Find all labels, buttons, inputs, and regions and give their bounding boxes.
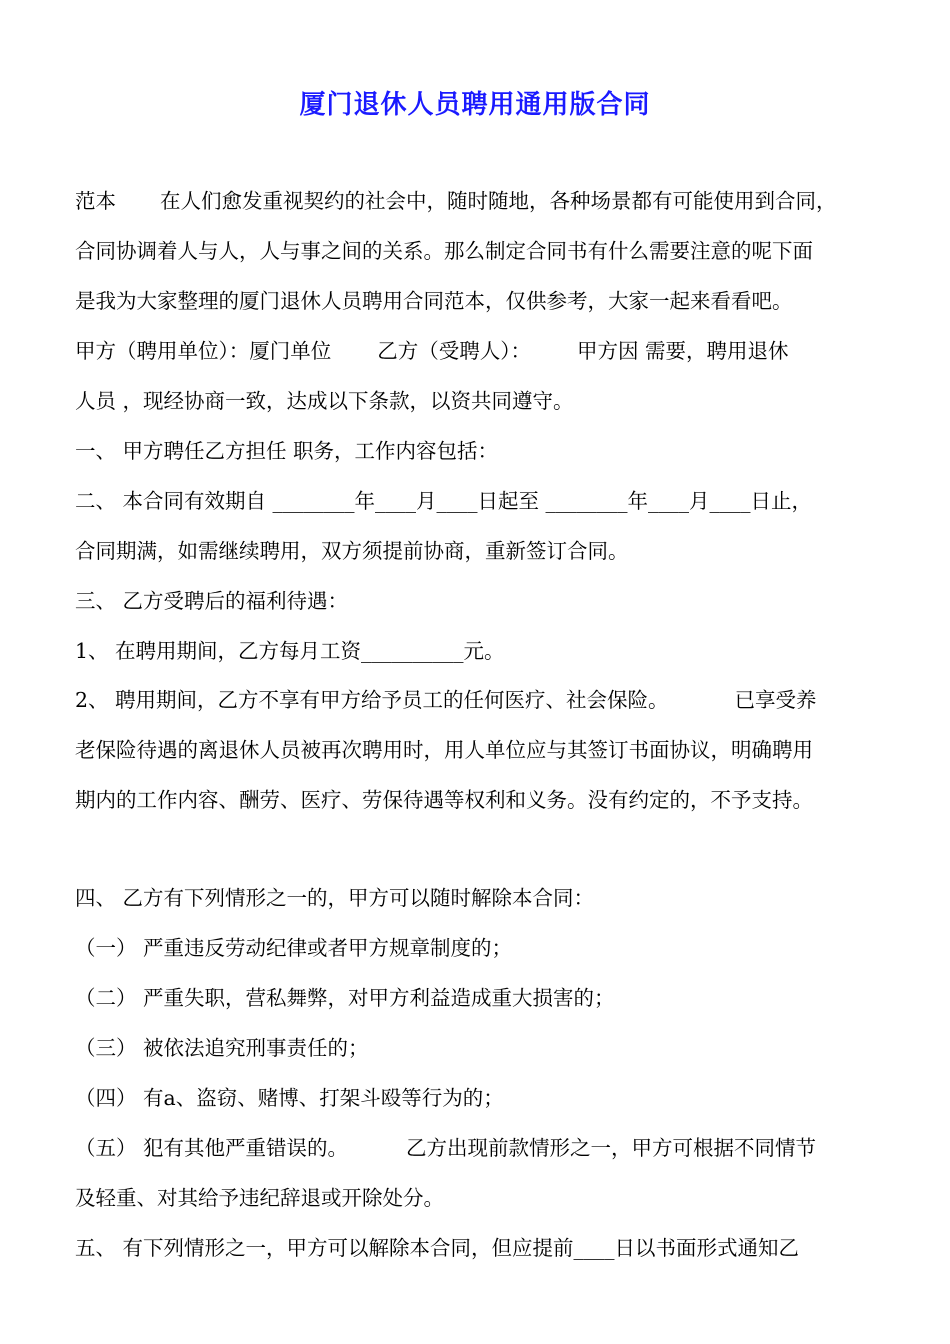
paragraph-line: 及轻重、对其给予违纪辞退或开除处分。 xyxy=(75,1186,444,1210)
list-item xyxy=(75,1134,816,1162)
intro-text: 在人们愈发重视契约的社会中，随时随地，各种场景都有可能使用到合同， xyxy=(160,189,837,213)
list-item: （二） 严重失职，营私舞弊，对甲方利益造成重大损害的； xyxy=(75,986,615,1010)
clause-5: 五、 有下列情形之一，甲方可以解除本合同，但应提前____日以书面形式通知乙 xyxy=(75,1236,800,1260)
sub-clause-1: 1、 在聘用期间，乙方每月工资__________元。 xyxy=(75,639,505,663)
line-label-fanben: 范本 xyxy=(75,189,116,213)
document-title: 厦门退休人员聘用通用版合同 xyxy=(299,90,651,120)
paragraph-line: 合同协调着人与人，人与事之间的关系。那么制定合同书有什么需要注意的呢下面 xyxy=(75,239,813,263)
sub-clause-2-text: 2、 聘用期间，乙方不享有甲方给予员工的任何医疗、社会保险。 xyxy=(75,688,669,712)
clause-2: 二、 本合同有效期自 ________年____月____日起至 ________年____月____日止， xyxy=(75,489,813,513)
pension-text: 已享受养 xyxy=(734,688,817,712)
clause-3: 三、 乙方受聘后的福利待遇： xyxy=(75,589,349,613)
clause-4: 四、 乙方有下列情形之一的，甲方可以随时解除本合同： xyxy=(75,886,595,910)
party-a-need: 甲方因 需要，聘用退休 xyxy=(577,339,789,363)
list-item: （三） 被依法追究刑事责任的； xyxy=(75,1036,369,1060)
list-item: （四） 有a、盗窃、赌博、打架斗殴等行为的； xyxy=(75,1086,504,1110)
party-a: 甲方（聘用单位）：厦门单位 xyxy=(75,339,332,363)
list-item: （一） 严重违反劳动纪律或者甲方规章制度的； xyxy=(75,936,513,960)
paragraph-line: 老保险待遇的离退休人员被再次聘用时，用人单位应与其签订书面协议，明确聘用 xyxy=(75,738,813,762)
clause-1: 一、 甲方聘任乙方担任 职务，工作内容包括： xyxy=(75,439,499,463)
party-b: 乙方（受聘人）： xyxy=(377,339,531,363)
paragraph-line: 合同期满，如需继续聘用，双方须提前协商，重新签订合同。 xyxy=(75,539,629,563)
list-item-text: （五） 犯有其他严重错误的。 xyxy=(75,1136,349,1160)
parties-line xyxy=(75,337,789,365)
sub-clause-2 xyxy=(75,686,817,714)
discipline-text: 乙方出现前款情形之一，甲方可根据不同情节 xyxy=(406,1136,817,1160)
paragraph-line xyxy=(75,187,837,215)
paragraph-line: 期内的工作内容、酬劳、医疗、劳保待遇等权利和义务。没有约定的，不予支持。 xyxy=(75,788,813,812)
paragraph-line: 人员 ，现经协商一致，达成以下条款，以资共同遵守。 xyxy=(75,389,574,413)
paragraph-line: 是我为大家整理的厦门退休人员聘用合同范本，仅供参考，大家一起来看看吧。 xyxy=(75,289,793,313)
